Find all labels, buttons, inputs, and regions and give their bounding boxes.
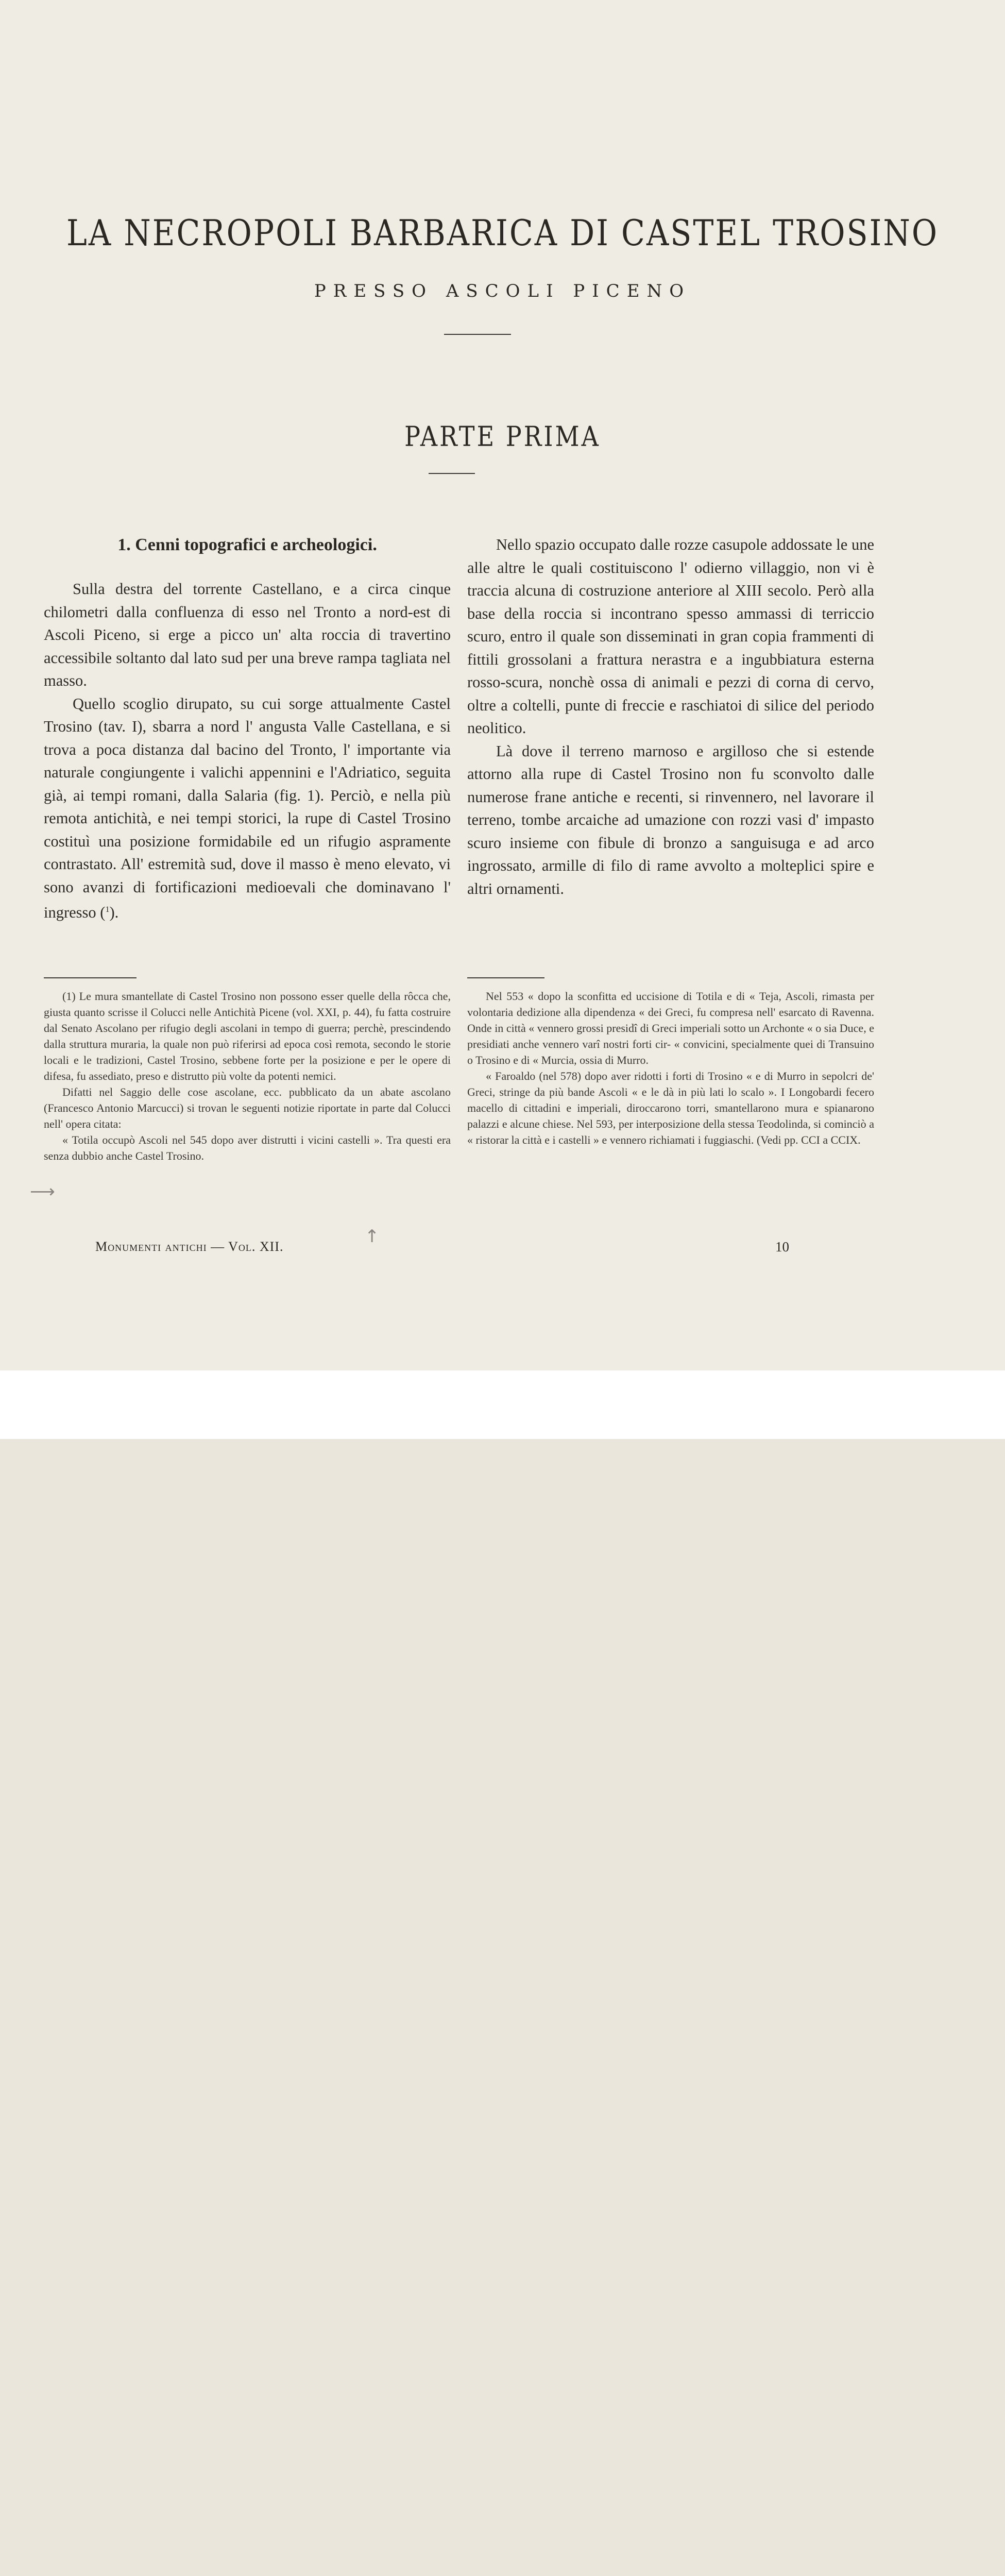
footnote-divider-left: [44, 977, 137, 978]
footnote-ref[interactable]: 1: [105, 905, 110, 914]
article-title: LA NECROPOLI BARBARICA DI CASTEL TROSINO: [66, 212, 939, 255]
left-paragraph-2-text: Quello scoglio dirupato, su cui sorge attualmente Castel Trosino (tav. I), sbarra a nord l' angusta Valle Castellana, e si trova a poca distanza dal bacino del Tronto, l' importante via naturale congiungente i valichi appennini e l'Adriatico, seguita già, ai tempi romani, dalla Salaria (fig. 1). Perciò, e nella più remota antichità, e nei tempi storici, la rupe di Castel Trosino costituì una posizione formidabile ed un rifugio aspramente contrastato. All' estremità sud, dove il masso è meno elevato, vi sono avanzi di fortificazioni medioevali che dominavano l' ingresso (: [44, 694, 451, 922]
left-column: [44, 533, 451, 924]
footnote-right-1: Nel 553 « dopo la sconfitta ed uccisione di Totila e di « Teja, Ascoli, rimasta per volontaria dedizione alla dipendenza « dei Greci, fu compresa nell' esarcato di Ravenna. Onde in città « vennero grossi presidî di Greci imperiali sotto un Archonte « o sia Duce, e presidiati anche vennero varî nostri forti cir- « convicini, specialmente quei di Transuino o Trosino e di « Murcia, ossia di Murro.: [467, 990, 874, 1066]
left-paragraph-2: [44, 692, 451, 924]
article-subtitle: PRESSO ASCOLI PICENO: [314, 281, 691, 301]
footnotes-left: [44, 988, 451, 1164]
right-paragraph-2: Là dove il terreno marnoso e argilloso che si estende attorno alla rupe di Castel Trosino non fu sconvolto dalle numerose frane antiche e recenti, si rinvennero, nel lavorare il terreno, tombe arcaiche ad umazione con rozzi vasi d' impasto scuro insieme con fibule di bronzo a sanguisuga e ad arco ingrossato, armille di filo di rame avvolto a molteplici spire e altri ornamenti.: [467, 742, 874, 897]
footnote-1: (1) Le mura smantellate di Castel Trosino non possono esser quelle della rôcca che, giusta quanto scrisse il Colucci nelle Antichità Picene (vol. XXI, p. 44), fu fatta costruire dal Senato Ascolano per rifugio degli ascolani in tempo di guerra; perchè, prescindendo dalla struttura muraria, la quale non può riferirsi ad epoca così remota, secondo le storie locali e le tradizioni, Castel Trosino, sebbene forte per la posizione e per le opere di difesa, fu assediato, preso e distrutto più volte da potenti nemici.: [44, 990, 451, 1082]
footnote-1-quote: « Totila occupò Ascoli nel 545 dopo aver distrutti i vicini castelli ». Tra questi era senza dubbio anche Castel Trosino.: [44, 1133, 451, 1162]
footnote-1-cont: Difatti nel Saggio delle cose ascolane, ecc. pubblicato da un abate ascolano (Francesco Antonio Marcucci) si trovan le seguenti notizie riportate in parte dal Colucci nell' opera citata:: [44, 1086, 451, 1130]
right-column: [467, 533, 874, 900]
left-paragraph-2-end: ).: [109, 904, 119, 922]
part-heading: PARTE PRIMA: [404, 420, 601, 453]
section-heading: 1. Cenni topografici e archeologici.: [117, 535, 377, 554]
left-paragraph-1: Sulla destra del torrente Castellano, e a circa cinque chilometri dalla confluenza di esso nel Tronto a nord-est di Ascoli Piceno, si erge a picco un' alta roccia di travertino accessibile soltanto dal lato sud per una breve rampa tagliata nel masso.: [44, 580, 451, 689]
footnote-right-2: « Faroaldo (nel 578) dopo aver ridotti i forti di Trosino « e di Murro in sepolcri de' Greci, stringe da più bande Ascoli « e le dà in più lati lo scalo ». I Longobardi fecero macello di cittadini e imperiali, diroccarono torri, smantellarono mura e spianarono palazzi e alcune chiese. Nel 593, per interposizione della stessa Teodolinda, si cominciò a « ristorar la città e i castelli » e vennero richiamati i fuggiaschi. (Vedi pp. CCI a CCIX.: [467, 1070, 874, 1146]
digitization-bar: [0, 1370, 1005, 1439]
pencil-arrow-mark: ⟶: [30, 1181, 55, 1202]
pencil-caret-mark: ↑: [365, 1226, 380, 1247]
title-divider: [444, 334, 511, 335]
page-number: 10: [775, 1239, 789, 1255]
journal-footer: Monumenti antichi — Vol. XII.: [95, 1239, 284, 1254]
footnote-divider-right: [467, 977, 544, 978]
footnotes-right: [467, 988, 874, 1148]
right-paragraph-1: Nello spazio occupato dalle rozze casupole addossate le une alle altre le quali costituiscono l' odierno villaggio, non vi è traccia alcuna di costruzione anteriore al XIII secolo. Però alla base della roccia si incontrano spesso ammassi di terriccio scuro, entro il quale son disseminati in gran copia frammenti di fittili grossolani a frattura nerastra e a ingubbiatura esterna rosso-scura, nonchè ossa di animali e pezzi di corna di cervo, oltre a coltelli, punte di freccie e raschiatoi di silice del periodo neolitico.: [467, 536, 874, 737]
part-divider: [429, 473, 475, 474]
